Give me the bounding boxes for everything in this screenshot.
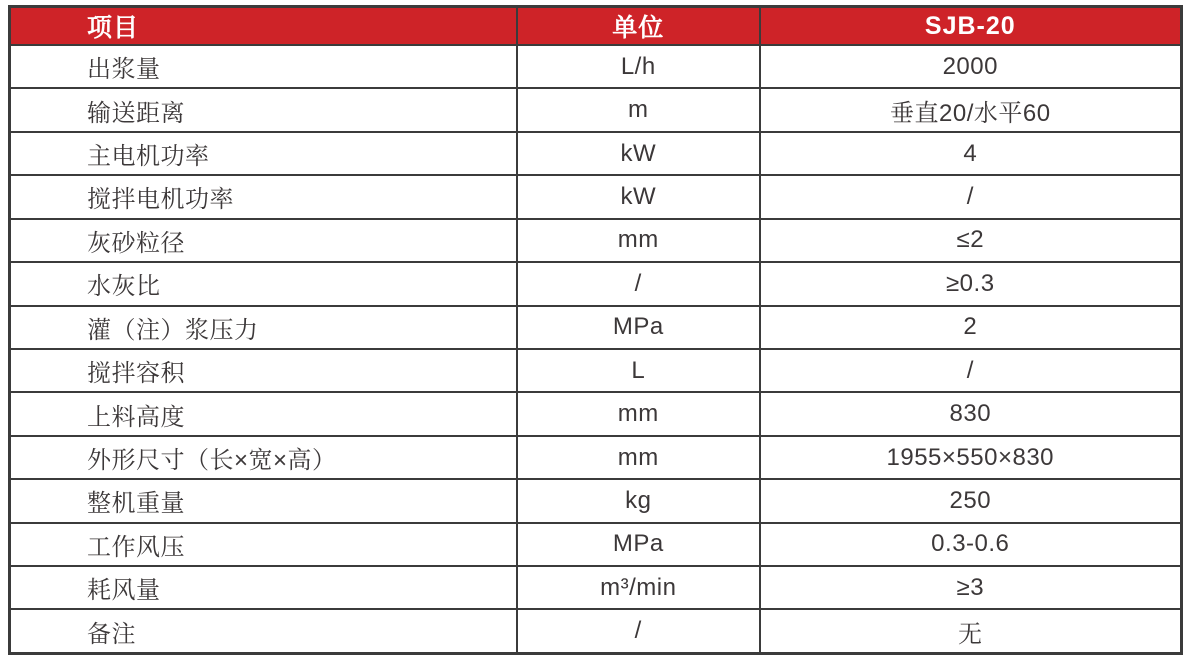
row-value: 1955×550×830 [760,436,1182,479]
row-item: 水灰比 [10,262,517,305]
table-row [10,566,1182,609]
row-unit: / [517,609,760,653]
row-value: 4 [760,132,1182,175]
row-unit: L/h [517,45,760,88]
table-row [10,436,1182,479]
table-row [10,392,1182,435]
row-unit: mm [517,392,760,435]
row-item: 整机重量 [10,479,517,522]
row-unit: MPa [517,523,760,566]
row-value: 无 [760,609,1182,653]
row-unit: m [517,88,760,131]
row-item: 主电机功率 [10,132,517,175]
header-model: SJB-20 [760,7,1182,46]
table-row [10,132,1182,175]
row-item: 灰砂粒径 [10,219,517,262]
row-unit: L [517,349,760,392]
table-row [10,219,1182,262]
row-unit: mm [517,436,760,479]
row-item: 备注 [10,609,517,653]
row-value: 250 [760,479,1182,522]
row-item: 工作风压 [10,523,517,566]
row-value: ≥3 [760,566,1182,609]
row-unit: kW [517,132,760,175]
spec-table [8,5,1183,655]
table-row [10,523,1182,566]
row-item: 上料高度 [10,392,517,435]
row-unit: kg [517,479,760,522]
row-value: 2000 [760,45,1182,88]
row-value: 垂直20/水平60 [760,88,1182,131]
table-header-row [10,7,1182,46]
row-item: 输送距离 [10,88,517,131]
row-value: / [760,349,1182,392]
row-unit: mm [517,219,760,262]
row-item: 灌（注）浆压力 [10,306,517,349]
table-row [10,609,1182,653]
row-value: / [760,175,1182,218]
row-unit: / [517,262,760,305]
row-value: ≤2 [760,219,1182,262]
table-row [10,45,1182,88]
table-row [10,479,1182,522]
row-unit: m³/min [517,566,760,609]
row-value: 830 [760,392,1182,435]
row-unit: kW [517,175,760,218]
row-item: 搅拌电机功率 [10,175,517,218]
header-unit: 单位 [517,7,760,46]
table-row [10,175,1182,218]
row-value: ≥0.3 [760,262,1182,305]
table-row [10,88,1182,131]
row-item: 出浆量 [10,45,517,88]
table-row [10,262,1182,305]
row-item: 耗风量 [10,566,517,609]
row-item: 搅拌容积 [10,349,517,392]
row-value: 0.3-0.6 [760,523,1182,566]
row-unit: MPa [517,306,760,349]
table-row [10,306,1182,349]
header-item: 项目 [10,7,517,46]
row-value: 2 [760,306,1182,349]
row-item: 外形尺寸（长×宽×高） [10,436,517,479]
table-row [10,349,1182,392]
